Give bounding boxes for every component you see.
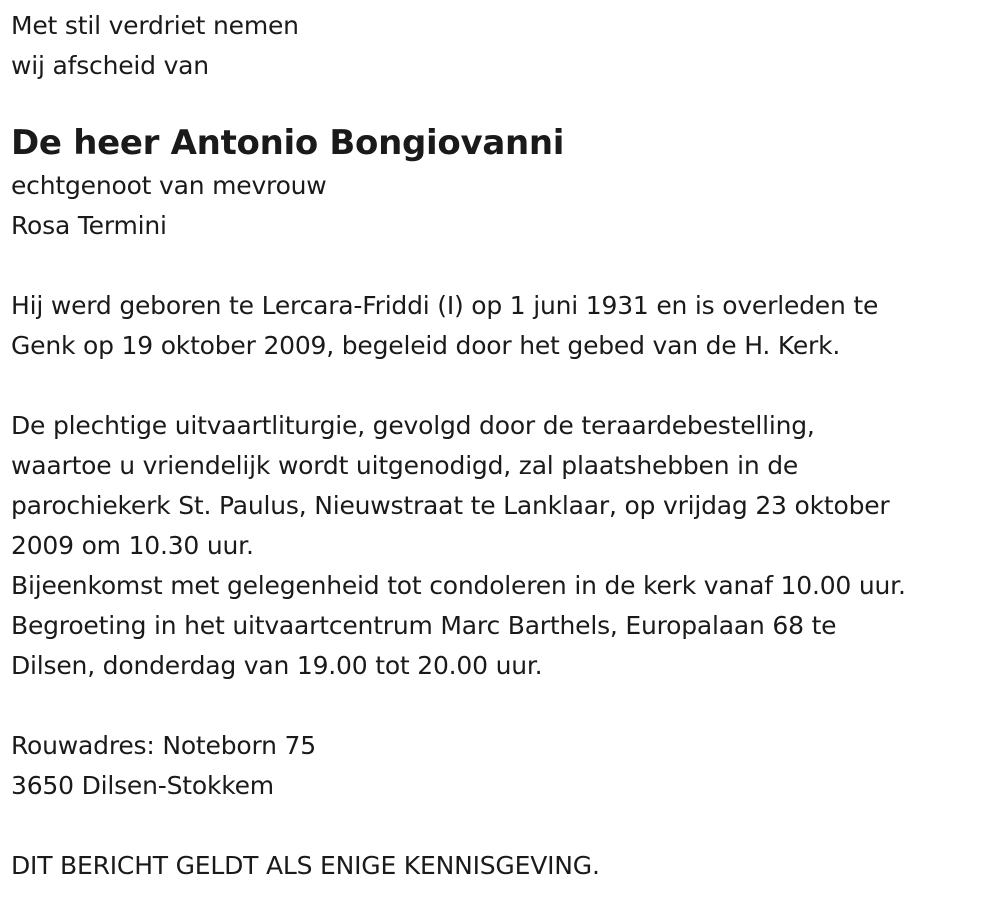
paragraph-line: Genk op 19 oktober 2009, begeleid door het gebed van de H. Kerk.: [11, 331, 841, 360]
paragraph-line: waartoe u vriendelijk wordt uitgenodigd, zal plaatshebben in de: [11, 451, 799, 480]
closing-line: DIT BERICHT GELDT ALS ENIGE KENNISGEVING.: [11, 851, 600, 880]
intro-block: [11, 6, 996, 86]
address-line: Rouwadres: Noteborn 75: [11, 731, 316, 760]
spouse-block: [11, 166, 996, 246]
spouse-line: echtgenoot van mevrouw: [11, 171, 327, 200]
intro-line: wij afscheid van: [11, 51, 209, 80]
closing-note: [11, 846, 996, 886]
paragraph-line: Dilsen, donderdag van 19.00 tot 20.00 uur.: [11, 651, 543, 680]
deceased-name: De heer Antonio Bongiovanni: [11, 123, 565, 163]
paragraph-line: De plechtige uitvaartliturgie, gevolgd door de teraardebestelling,: [11, 411, 815, 440]
paragraph-line: Begroeting in het uitvaartcentrum Marc Barthels, Europalaan 68 te: [11, 611, 837, 640]
paragraph-line: parochiekerk St. Paulus, Nieuwstraat te Lanklaar, op vrijdag 23 oktober: [11, 491, 890, 520]
paragraph-line: Hij werd geboren te Lercara-Friddi (I) op 1 juni 1931 en is overleden te: [11, 291, 879, 320]
intro-line: Met stil verdriet nemen: [11, 11, 299, 40]
spouse-name: Rosa Termini: [11, 211, 167, 240]
funeral-paragraph: [11, 406, 996, 686]
paragraph-line: 2009 om 10.30 uur.: [11, 531, 254, 560]
death-notice: [11, 6, 996, 886]
paragraph-line: Bijeenkomst met gelegenheid tot condoleren in de kerk vanaf 10.00 uur.: [11, 571, 906, 600]
address-line: 3650 Dilsen-Stokkem: [11, 771, 274, 800]
birth-death-paragraph: [11, 286, 996, 366]
mourning-address: [11, 726, 996, 806]
